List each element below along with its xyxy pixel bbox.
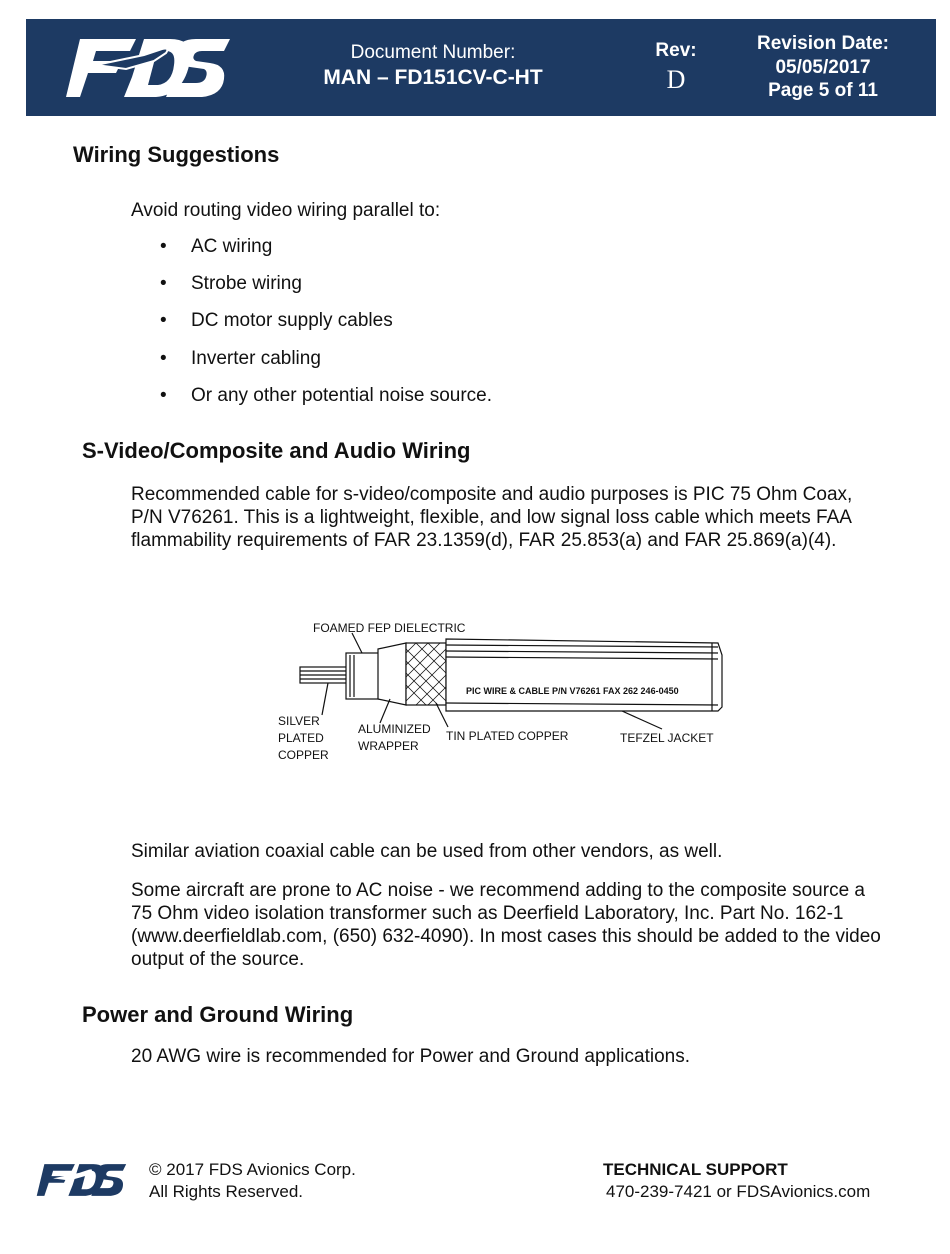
bullet-icon: • [160,384,167,406]
bullet-icon: • [160,347,167,369]
ac-noise-paragraph [131,879,931,971]
document-number-label: Document Number: [350,42,516,63]
support-label: TECHNICAL SUPPORT [603,1160,788,1179]
paragraph-line: flammability requirements of FAR 23.1359(d), FAR 25.853(a) and FAR 25.869(a)(4). [131,530,837,551]
revision-value: D [666,65,686,94]
svideo-paragraph [131,483,931,552]
power-ground-heading: Power and Ground Wiring [82,1002,354,1027]
paragraph-line: (www.deerfieldlab.com, (650) 632-4090). In most cases this should be added to the video [131,926,881,947]
coax-cable-diagram [270,615,730,770]
paragraph-line: output of the source. [131,949,305,970]
footer-copyright [149,1159,356,1203]
support-contact: 470-239-7421 or FDSAvionics.com [606,1182,871,1201]
jacket-print-label: PIC WIRE & CABLE P/N V76261 FAX 262 246-0450 [466,686,679,696]
rights-text: All Rights Reserved. [149,1182,304,1201]
list-item [160,306,492,343]
document-header [26,19,936,116]
list-item [160,232,492,269]
wiring-intro: Avoid routing video wiring parallel to: [131,200,441,221]
page-number: Page 5 of 11 [768,80,878,101]
svideo-heading: S-Video/Composite and Audio Wiring [82,438,471,463]
paragraph-line: Some aircraft are prone to AC noise - we recommend adding to the composite source a [131,880,865,901]
list-item [160,381,492,418]
copyright-text: © 2017 FDS Avionics Corp. [149,1160,356,1179]
list-item-text: Inverter cabling [191,347,321,369]
bullet-icon: • [160,310,167,332]
tin-copper-label: TIN PLATED COPPER [446,729,569,743]
list-item-text: AC wiring [191,236,273,257]
list-item [160,269,492,306]
paragraph-line: P/N V76261. This is a lightweight, flexible, and low signal loss cable which meets FAA [131,507,852,528]
wiring-avoid-list [160,232,492,418]
tefzel-jacket-label: TEFZEL JACKET [620,731,714,745]
silver-copper-label: SILVER PLATED COPPER [278,714,329,762]
list-item-text: DC motor supply cables [191,310,393,332]
bullet-icon: • [160,236,167,257]
dielectric-label: FOAMED FEP DIELECTRIC [313,621,466,635]
list-item-text: Or any other potential noise source. [191,384,493,406]
fds-footer-logo [36,1162,128,1198]
wrapper-label: ALUMINIZED WRAPPER [358,722,431,753]
footer-support [603,1159,870,1203]
document-number: MAN – FD151CV-C-HT [323,66,543,89]
paragraph-line: Recommended cable for s-video/composite and audio purposes is PIC 75 Ohm Coax, [131,484,853,505]
wiring-suggestions-heading: Wiring Suggestions [73,142,280,167]
bullet-icon: • [160,273,167,295]
revision-date-label: Revision Date: [757,33,889,54]
fds-logo [66,35,232,101]
list-item [160,344,492,381]
similar-cable-note: Similar aviation coaxial cable can be used from other vendors, as well. [131,841,723,862]
power-ground-paragraph: 20 AWG wire is recommended for Power and Ground applications. [131,1046,691,1067]
revision-date: 05/05/2017 [775,57,871,78]
list-item-text: Strobe wiring [191,273,302,295]
revision-label: Rev: [655,40,697,61]
paragraph-line: 75 Ohm video isolation transformer such as Deerfield Laboratory, Inc. Part No. 162-1 [131,903,844,924]
